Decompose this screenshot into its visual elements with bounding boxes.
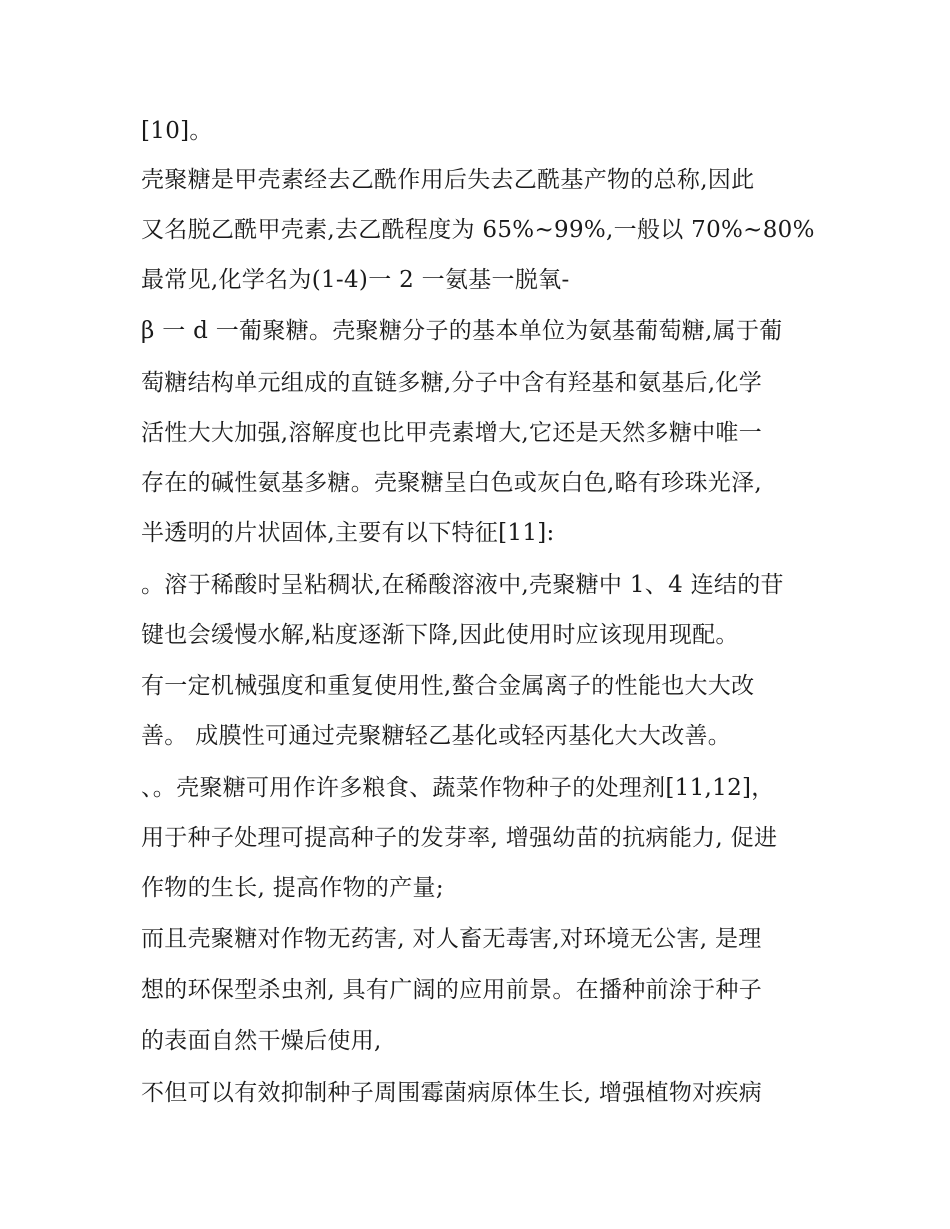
text-line: 不但可以有效抑制种子周围霉菌病原体生长, 增强植物对疾病	[141, 1080, 763, 1106]
text-line: 想的环保型杀虫剂, 具有广阔的应用前景。在播种前涂于种子	[141, 977, 763, 1003]
text-line: 萄糖结构单元组成的直链多糖,分子中含有羟基和氨基后,化学	[141, 370, 763, 396]
text-line: β 一 d 一葡聚糖。壳聚糖分子的基本单位为氨基葡萄糖,属于葡	[141, 318, 783, 344]
text-line: 。溶于稀酸时呈粘稠状,在稀酸溶液中,壳聚糖中 1、4 连结的苷	[141, 572, 784, 598]
text-line: 壳聚糖是甲壳素经去乙酰作用后失去乙酰基产物的总称,因此	[141, 167, 755, 193]
text-line: 作物的生长, 提高作物的产量;	[141, 875, 444, 901]
text-line: 又名脱乙酰甲壳素,去乙酰程度为 65%~99%,一般以 70%~80%	[141, 217, 815, 243]
text-line: 有一定机械强度和重复使用性,螯合金属离子的性能也大大改	[141, 673, 755, 699]
text-line: 活性大大加强,溶解度也比甲壳素增大,它还是天然多糖中唯一	[141, 420, 763, 446]
text-line: 半透明的片状固体,主要有以下特征[11]:	[141, 520, 555, 546]
text-line: 最常见,化学名为(1-4)一 2 一氨基一脱氧-	[141, 267, 570, 293]
text-line: 存在的碱性氨基多糖。壳聚糖呈白色或灰白色,略有珍珠光泽,	[141, 470, 763, 496]
text-line: 键也会缓慢水解,粘度逐渐下降,因此使用时应该现用现配。	[141, 622, 739, 648]
text-line: 善。 成膜性可通过壳聚糖轻乙基化或轻丙基化大大改善。	[141, 723, 732, 749]
text-line: 用于种子处理可提高种子的发芽率, 增强幼苗的抗病能力, 促进	[141, 825, 778, 851]
text-line: 、。壳聚糖可用作许多粮食、蔬菜作物种子的处理剂[11,12]，	[141, 775, 775, 801]
text-line: 的表面自然干燥后使用,	[141, 1028, 382, 1054]
text-line: 而且壳聚糖对作物无药害, 对人畜无毒害,对环境无公害, 是理	[141, 926, 762, 952]
text-line: [10]。	[141, 118, 213, 144]
